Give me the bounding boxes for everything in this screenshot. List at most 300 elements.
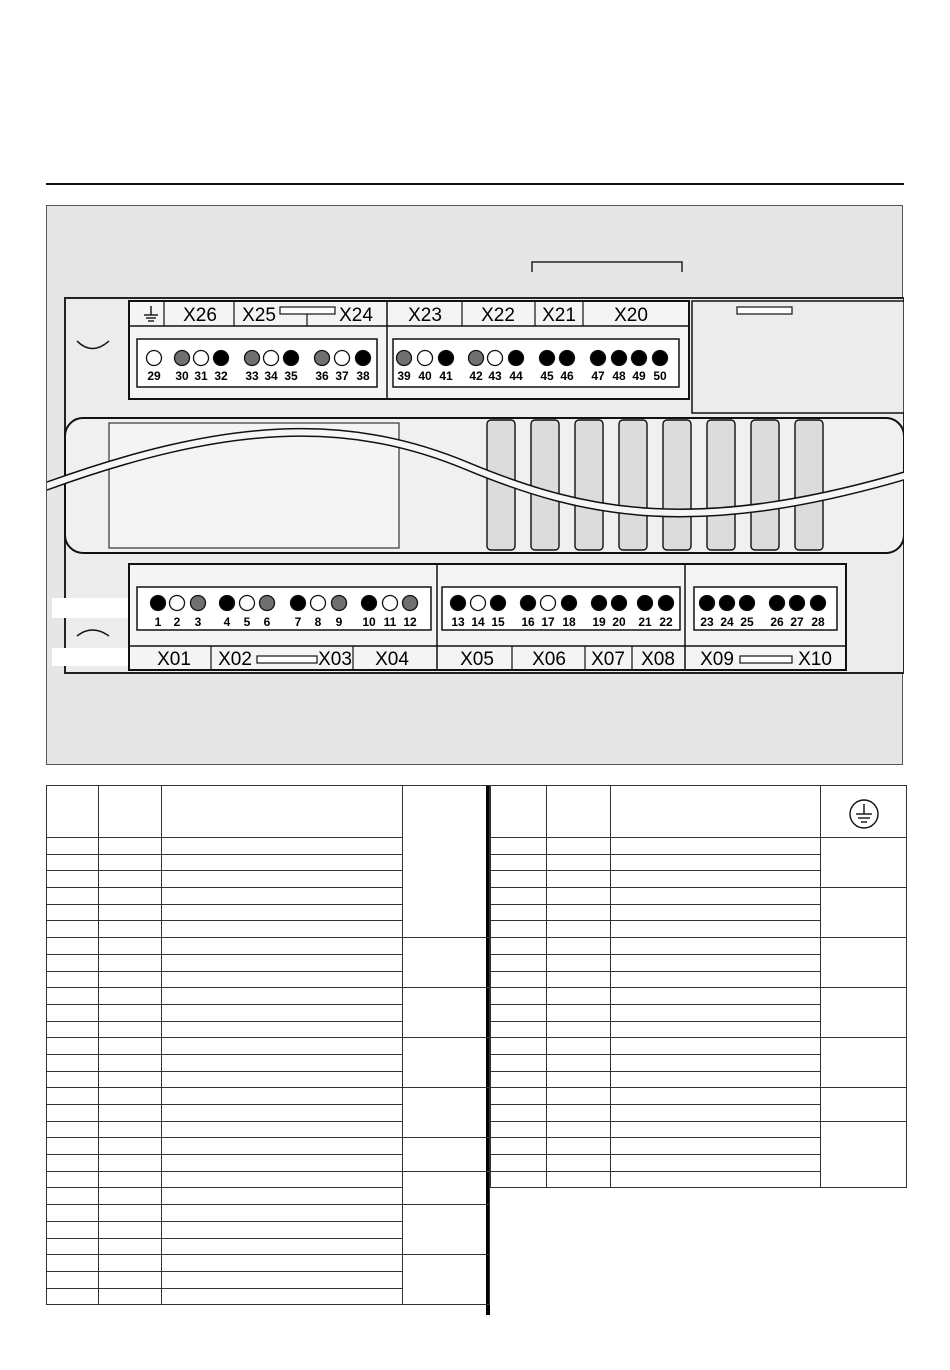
table-row xyxy=(491,1088,907,1105)
table-cell xyxy=(47,888,99,905)
table-cell xyxy=(821,786,907,838)
table-cell xyxy=(161,1221,403,1238)
table-cell xyxy=(611,1071,821,1088)
table-cell xyxy=(47,1004,99,1021)
table-cell xyxy=(611,838,821,855)
table-cell xyxy=(99,1271,161,1288)
terminal-number-31: 31 xyxy=(194,369,208,383)
terminal-number-1: 1 xyxy=(154,615,162,629)
table-cell xyxy=(491,1171,547,1188)
table-row xyxy=(491,938,907,955)
table-cell xyxy=(47,1071,99,1088)
table-cell xyxy=(491,1105,547,1122)
table-cell xyxy=(99,854,161,871)
table-cell xyxy=(547,904,611,921)
terminal-24 xyxy=(720,596,735,611)
table-cell xyxy=(99,1088,161,1105)
table-cell xyxy=(821,1038,907,1088)
table-cell xyxy=(99,871,161,888)
table-cell xyxy=(491,888,547,905)
table-row xyxy=(47,1205,490,1222)
terminal-42 xyxy=(469,351,484,366)
terminal-number-14: 14 xyxy=(471,615,485,629)
terminal-27 xyxy=(790,596,805,611)
terminal-number-29: 29 xyxy=(147,369,161,383)
table-cell xyxy=(491,1004,547,1021)
table-cell xyxy=(161,1255,403,1272)
terminal-2 xyxy=(170,596,185,611)
table-cell xyxy=(99,1121,161,1138)
terminal-number-30: 30 xyxy=(175,369,189,383)
table-cell xyxy=(99,838,161,855)
table-cell xyxy=(161,1288,403,1305)
table-cell xyxy=(547,1121,611,1138)
table-cell xyxy=(491,988,547,1005)
table-cell xyxy=(611,1038,821,1055)
table-cell xyxy=(47,1221,99,1238)
table-cell xyxy=(99,938,161,955)
table-cell xyxy=(47,1038,99,1055)
table-row xyxy=(491,786,907,838)
terminal-13 xyxy=(451,596,466,611)
table-cell xyxy=(491,938,547,955)
table-cell xyxy=(821,888,907,938)
terminal-32 xyxy=(214,351,229,366)
terminal-6 xyxy=(260,596,275,611)
terminal-number-41: 41 xyxy=(439,369,453,383)
connector-label-x09: X09 xyxy=(700,649,734,670)
table-cell xyxy=(403,938,490,988)
table-cell xyxy=(47,786,99,838)
table-cell xyxy=(821,938,907,988)
connector-label-x25: X25 xyxy=(242,305,276,326)
table-cell xyxy=(611,954,821,971)
terminal-number-3: 3 xyxy=(194,615,202,629)
terminal-20 xyxy=(612,596,627,611)
terminal-7 xyxy=(291,596,306,611)
table-cell xyxy=(547,988,611,1005)
table-cell xyxy=(547,1105,611,1122)
table-cell xyxy=(611,988,821,1005)
table-cell xyxy=(47,1054,99,1071)
table-cell xyxy=(161,1188,403,1205)
terminal-number-49: 49 xyxy=(632,369,646,383)
terminal-number-22: 22 xyxy=(659,615,673,629)
table-cell xyxy=(99,921,161,938)
terminal-number-6: 6 xyxy=(263,615,271,629)
table-cell xyxy=(491,871,547,888)
table-cell xyxy=(611,1088,821,1105)
table-cell xyxy=(547,888,611,905)
table-cell xyxy=(547,1021,611,1038)
table-cell xyxy=(99,971,161,988)
table-cell xyxy=(403,1088,490,1138)
table-cell xyxy=(491,921,547,938)
bracket xyxy=(532,262,682,272)
table-cell xyxy=(161,1088,403,1105)
table-cell xyxy=(491,1038,547,1055)
table-cell xyxy=(161,1021,403,1038)
table-cell xyxy=(47,1105,99,1122)
terminal-number-9: 9 xyxy=(335,615,343,629)
table-cell xyxy=(547,838,611,855)
table-row xyxy=(47,1138,490,1155)
table-cell xyxy=(611,938,821,955)
table-cell xyxy=(99,1221,161,1238)
terminal-30 xyxy=(175,351,190,366)
terminal-48 xyxy=(612,351,627,366)
table-cell xyxy=(47,904,99,921)
terminal-41 xyxy=(439,351,454,366)
terminal-number-26: 26 xyxy=(770,615,784,629)
connector-label-x10: X10 xyxy=(798,649,832,670)
table-cell xyxy=(403,1038,490,1088)
connector-label-x07: X07 xyxy=(591,649,625,670)
table-cell xyxy=(161,971,403,988)
terminal-26 xyxy=(770,596,785,611)
terminal-35 xyxy=(284,351,299,366)
table-cell xyxy=(161,1205,403,1222)
table-row xyxy=(47,786,490,838)
terminal-47 xyxy=(591,351,606,366)
table-cell xyxy=(611,1138,821,1155)
terminal-number-46: 46 xyxy=(560,369,574,383)
terminal-number-21: 21 xyxy=(638,615,652,629)
terminal-4 xyxy=(220,596,235,611)
table-cell xyxy=(547,786,611,838)
terminal-number-23: 23 xyxy=(700,615,714,629)
table-cell xyxy=(161,1171,403,1188)
table-cell xyxy=(47,854,99,871)
terminal-12 xyxy=(403,596,418,611)
terminal-number-37: 37 xyxy=(335,369,349,383)
terminal-5 xyxy=(240,596,255,611)
terminal-number-27: 27 xyxy=(790,615,804,629)
terminal-15 xyxy=(491,596,506,611)
table-row xyxy=(491,838,907,855)
terminal-36 xyxy=(315,351,330,366)
table-row xyxy=(491,888,907,905)
connector-label-x04: X04 xyxy=(375,649,409,670)
terminal-22 xyxy=(659,596,674,611)
table-cell xyxy=(403,1255,490,1305)
table-cell xyxy=(99,1155,161,1172)
table-row xyxy=(47,1171,490,1188)
table-cell xyxy=(403,988,490,1038)
table-cell xyxy=(99,1054,161,1071)
terminal-number-45: 45 xyxy=(540,369,554,383)
table-cell xyxy=(821,1088,907,1121)
table-cell xyxy=(99,1138,161,1155)
table-cell xyxy=(547,954,611,971)
terminal-23 xyxy=(700,596,715,611)
table-cell xyxy=(47,971,99,988)
table-cell xyxy=(547,854,611,871)
table-cell xyxy=(161,1121,403,1138)
connector-label-x03: X03 xyxy=(318,649,352,670)
table-cell xyxy=(491,1088,547,1105)
top-rule xyxy=(46,183,904,185)
terminal-34 xyxy=(264,351,279,366)
terminal-11 xyxy=(383,596,398,611)
table-cell xyxy=(547,971,611,988)
table-cell xyxy=(99,1021,161,1038)
table-cell xyxy=(611,1105,821,1122)
table-cell xyxy=(611,1155,821,1172)
table-cell xyxy=(161,1238,403,1255)
terminal-number-33: 33 xyxy=(245,369,259,383)
terminal-number-25: 25 xyxy=(740,615,754,629)
table-row xyxy=(491,1121,907,1138)
terminal-46 xyxy=(560,351,575,366)
table-cell xyxy=(491,904,547,921)
terminal-number-5: 5 xyxy=(243,615,251,629)
table-cell xyxy=(47,988,99,1005)
terminal-number-35: 35 xyxy=(284,369,298,383)
table-cell xyxy=(611,971,821,988)
terminal-number-19: 19 xyxy=(592,615,606,629)
terminal-33 xyxy=(245,351,260,366)
table-cell xyxy=(403,1138,490,1171)
table-cell xyxy=(99,1105,161,1122)
table-cell xyxy=(161,1038,403,1055)
table-cell xyxy=(47,938,99,955)
table-cell xyxy=(491,1054,547,1071)
terminal-number-2: 2 xyxy=(173,615,181,629)
table-cell xyxy=(491,1155,547,1172)
table-cell xyxy=(547,1054,611,1071)
table-cell xyxy=(99,888,161,905)
terminal-board-diagram xyxy=(47,206,904,766)
terminal-number-34: 34 xyxy=(264,369,278,383)
table-cell xyxy=(99,1238,161,1255)
table-cell xyxy=(611,1021,821,1038)
table-row xyxy=(47,1255,490,1272)
table-cell xyxy=(403,1205,490,1255)
terminal-29 xyxy=(147,351,162,366)
table-cell xyxy=(99,1255,161,1272)
table-cell xyxy=(161,838,403,855)
terminal-17 xyxy=(541,596,556,611)
table-cell xyxy=(611,921,821,938)
terminal-number-42: 42 xyxy=(469,369,483,383)
table-cell xyxy=(161,1155,403,1172)
table-cell xyxy=(47,921,99,938)
table-cell xyxy=(47,1288,99,1305)
terminal-number-48: 48 xyxy=(612,369,626,383)
table-cell xyxy=(47,954,99,971)
terminal-number-32: 32 xyxy=(214,369,228,383)
table-cell xyxy=(821,838,907,888)
terminal-10 xyxy=(362,596,377,611)
table-cell xyxy=(99,988,161,1005)
wiring-table-left xyxy=(46,785,490,1305)
terminal-39 xyxy=(397,351,412,366)
table-cell xyxy=(161,954,403,971)
table-cell xyxy=(47,1271,99,1288)
terminal-14 xyxy=(471,596,486,611)
terminal-40 xyxy=(418,351,433,366)
table-cell xyxy=(161,1071,403,1088)
terminal-31 xyxy=(194,351,209,366)
table-cell xyxy=(99,786,161,838)
terminal-number-24: 24 xyxy=(720,615,734,629)
table-cell xyxy=(47,1255,99,1272)
table-cell xyxy=(547,1071,611,1088)
table-cell xyxy=(161,1138,403,1155)
terminal-number-28: 28 xyxy=(811,615,825,629)
table-cell xyxy=(547,1171,611,1188)
table-cell xyxy=(491,1138,547,1155)
table-cell xyxy=(491,1021,547,1038)
table-cell xyxy=(821,988,907,1038)
terminal-21 xyxy=(638,596,653,611)
table-cell xyxy=(821,1121,907,1188)
table-cell xyxy=(47,1021,99,1038)
table-row xyxy=(47,1038,490,1055)
table-cell xyxy=(547,1138,611,1155)
connector-label-x20: X20 xyxy=(614,305,648,326)
terminal-number-39: 39 xyxy=(397,369,411,383)
terminal-38 xyxy=(356,351,371,366)
terminal-25 xyxy=(740,596,755,611)
table-cell xyxy=(491,838,547,855)
terminal-50 xyxy=(653,351,668,366)
table-cell xyxy=(161,921,403,938)
table-row xyxy=(47,988,490,1005)
terminal-9 xyxy=(332,596,347,611)
table-cell xyxy=(547,1004,611,1021)
table-cell xyxy=(47,1171,99,1188)
table-cell xyxy=(99,1171,161,1188)
table-cell xyxy=(161,988,403,1005)
table-cell xyxy=(161,786,403,838)
protective-earth-icon xyxy=(847,797,881,831)
table-cell xyxy=(99,954,161,971)
table-cell xyxy=(161,904,403,921)
table-cell xyxy=(47,1238,99,1255)
table-cell xyxy=(99,1288,161,1305)
table-cell xyxy=(611,1054,821,1071)
table-cell xyxy=(99,1004,161,1021)
table-cell xyxy=(47,1121,99,1138)
table-cell xyxy=(161,1271,403,1288)
connector-label-x21: X21 xyxy=(542,305,576,326)
table-cell xyxy=(47,1188,99,1205)
table-cell xyxy=(611,871,821,888)
table-cell xyxy=(547,871,611,888)
table-cell xyxy=(47,838,99,855)
terminal-number-47: 47 xyxy=(591,369,605,383)
terminal-44 xyxy=(509,351,524,366)
table-cell xyxy=(611,888,821,905)
table-cell xyxy=(161,871,403,888)
table-cell xyxy=(161,1004,403,1021)
table-cell xyxy=(99,1205,161,1222)
terminal-19 xyxy=(592,596,607,611)
table-cell xyxy=(547,938,611,955)
table-cell xyxy=(161,1054,403,1071)
terminal-number-43: 43 xyxy=(488,369,502,383)
terminal-number-12: 12 xyxy=(403,615,417,629)
terminal-49 xyxy=(632,351,647,366)
terminal-8 xyxy=(311,596,326,611)
terminal-number-11: 11 xyxy=(383,615,397,629)
wiring-table-right xyxy=(490,785,907,1188)
terminal-number-50: 50 xyxy=(653,369,667,383)
terminal-number-16: 16 xyxy=(521,615,535,629)
terminal-43 xyxy=(488,351,503,366)
table-cell xyxy=(99,1071,161,1088)
terminal-45 xyxy=(540,351,555,366)
terminal-16 xyxy=(521,596,536,611)
terminal-18 xyxy=(562,596,577,611)
table-cell xyxy=(47,1138,99,1155)
table-cell xyxy=(99,1038,161,1055)
table-cell xyxy=(99,904,161,921)
controller-panel xyxy=(46,205,903,765)
terminal-number-8: 8 xyxy=(314,615,322,629)
terminal-number-44: 44 xyxy=(509,369,523,383)
terminal-37 xyxy=(335,351,350,366)
table-cell xyxy=(611,786,821,838)
table-cell xyxy=(47,1088,99,1105)
table-cell xyxy=(547,921,611,938)
terminal-number-38: 38 xyxy=(356,369,370,383)
terminal-number-7: 7 xyxy=(294,615,302,629)
table-cell xyxy=(611,1171,821,1188)
table-cell xyxy=(491,971,547,988)
table-cell xyxy=(611,854,821,871)
terminal-number-10: 10 xyxy=(362,615,376,629)
terminal-1 xyxy=(151,596,166,611)
table-cell xyxy=(547,1155,611,1172)
connector-label-x08: X08 xyxy=(641,649,675,670)
terminal-number-40: 40 xyxy=(418,369,432,383)
terminal-number-17: 17 xyxy=(541,615,555,629)
connector-label-x26: X26 xyxy=(183,305,217,326)
table-cell xyxy=(491,954,547,971)
connector-label-x06: X06 xyxy=(532,649,566,670)
terminal-number-15: 15 xyxy=(491,615,505,629)
table-cell xyxy=(99,1188,161,1205)
terminal-number-20: 20 xyxy=(612,615,626,629)
table-cell xyxy=(491,1121,547,1138)
table-row xyxy=(491,1038,907,1055)
table-cell xyxy=(161,888,403,905)
table-cell xyxy=(547,1088,611,1105)
table-cell xyxy=(161,854,403,871)
table-cell xyxy=(611,1121,821,1138)
table-cell xyxy=(611,904,821,921)
table-cell xyxy=(491,854,547,871)
table-cell xyxy=(47,1155,99,1172)
table-cell xyxy=(403,1171,490,1204)
table-cell xyxy=(491,1071,547,1088)
table-cell xyxy=(547,1038,611,1055)
table-row xyxy=(491,988,907,1005)
connector-label-x02: X02 xyxy=(218,649,252,670)
terminal-number-13: 13 xyxy=(451,615,465,629)
table-cell xyxy=(161,938,403,955)
table-cell xyxy=(161,1105,403,1122)
connector-label-x05: X05 xyxy=(460,649,494,670)
table-cell xyxy=(491,786,547,838)
terminal-number-36: 36 xyxy=(315,369,329,383)
terminal-28 xyxy=(811,596,826,611)
connector-label-x23: X23 xyxy=(408,305,442,326)
connector-label-x22: X22 xyxy=(481,305,515,326)
